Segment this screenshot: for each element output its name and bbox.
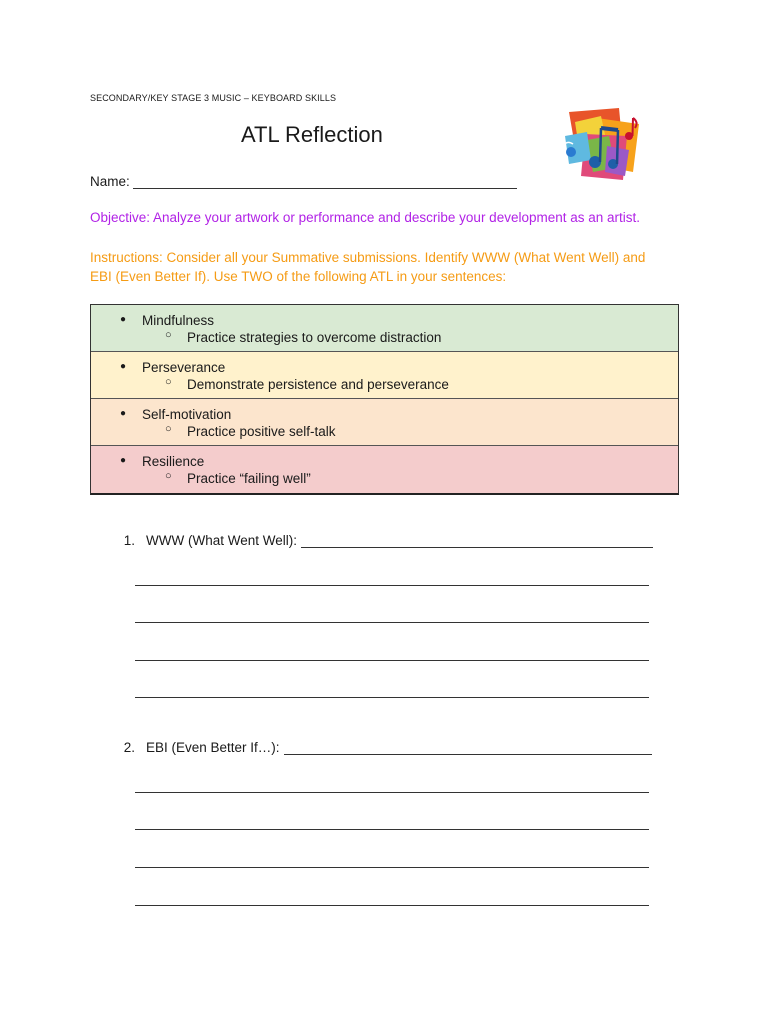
ebi-answer-line[interactable] (135, 829, 649, 830)
instructions-line-2: EBI (Even Better If). Use TWO of the following ATL in your sentences: (90, 269, 507, 284)
question-number: 1. (123, 533, 135, 548)
question-number: 2. (123, 740, 135, 755)
name-label: Name: (90, 174, 130, 189)
www-answer-line[interactable] (135, 585, 649, 586)
name-input-line[interactable] (133, 174, 517, 189)
question-www (112, 533, 653, 548)
instructions-text (90, 248, 690, 286)
bullet-icon: ● (120, 408, 127, 419)
music-notes-icon (557, 106, 641, 186)
bullet-icon: ● (120, 314, 127, 325)
atl-strategy: Demonstrate persistence and perseverance (187, 377, 449, 392)
atl-strategy: Practice positive self-talk (187, 424, 336, 439)
bullet-icon: ● (120, 455, 127, 466)
ebi-answer-line[interactable] (135, 905, 649, 906)
www-answer-line[interactable] (135, 660, 649, 661)
atl-strategy: Practice strategies to overcome distraction (187, 330, 442, 345)
objective-text: Objective: Analyze your artwork or performance and describe your development as an artist. (90, 210, 641, 225)
name-field[interactable] (90, 174, 517, 189)
atl-table (90, 304, 679, 495)
question-ebi (112, 740, 652, 755)
www-answer-line[interactable] (135, 622, 649, 623)
atl-row-mindfulness (91, 305, 678, 352)
www-first-line[interactable] (301, 533, 653, 548)
page-title: ATL Reflection (241, 122, 383, 147)
ebi-answer-line[interactable] (135, 867, 649, 868)
question-label: WWW (What Went Well): (146, 533, 297, 548)
www-answer-line[interactable] (135, 697, 649, 698)
circle-bullet-icon: ○ (165, 376, 172, 388)
atl-strategy: Practice “failing well” (187, 471, 311, 486)
atl-skill: Resilience (142, 454, 205, 469)
atl-row-resilience (91, 446, 678, 493)
atl-row-perseverance (91, 352, 678, 399)
bullet-icon: ● (120, 361, 127, 372)
atl-row-self-motivation (91, 399, 678, 446)
question-label: EBI (Even Better If…): (146, 740, 280, 755)
atl-skill: Self-motivation (142, 407, 232, 422)
circle-bullet-icon: ○ (165, 329, 172, 341)
circle-bullet-icon: ○ (165, 423, 172, 435)
atl-skill: Perseverance (142, 360, 226, 375)
atl-skill: Mindfulness (142, 313, 215, 328)
course-label: SECONDARY/KEY STAGE 3 MUSIC – KEYBOARD SKILLS (90, 93, 337, 103)
ebi-first-line[interactable] (284, 740, 652, 755)
circle-bullet-icon: ○ (165, 470, 172, 482)
ebi-answer-line[interactable] (135, 792, 649, 793)
instructions-line-1: Instructions: Consider all your Summative submissions. Identify WWW (What Went Well) and (90, 250, 646, 265)
